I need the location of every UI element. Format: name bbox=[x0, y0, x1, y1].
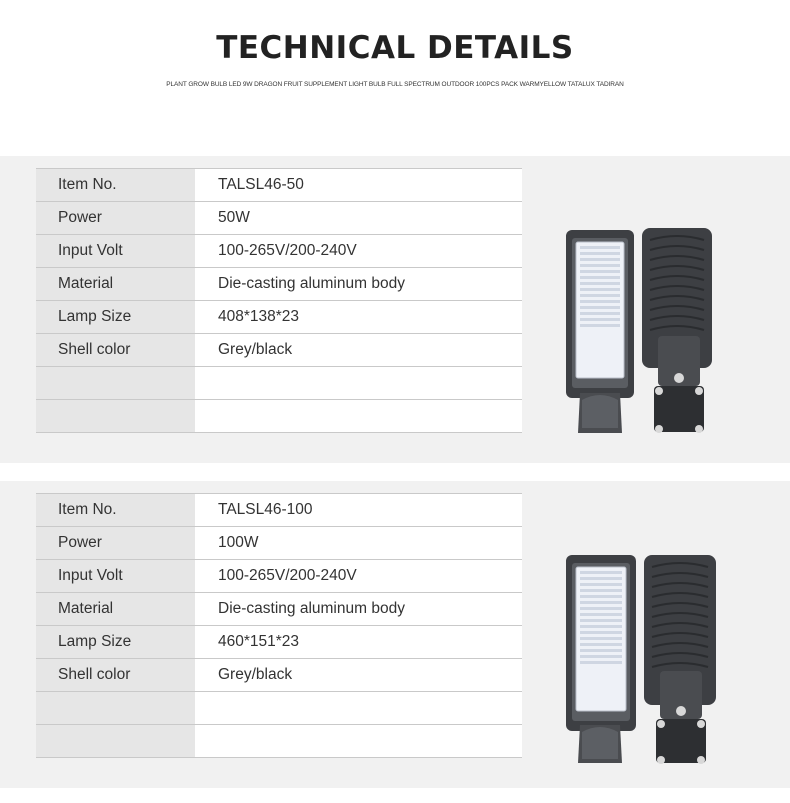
spec-label: Input Volt bbox=[36, 560, 195, 593]
table-row bbox=[36, 301, 522, 334]
spec-label: Lamp Size bbox=[36, 301, 195, 334]
table-row bbox=[36, 560, 522, 593]
spec-value: 408*138*23 bbox=[195, 301, 522, 334]
street-light-image bbox=[558, 553, 718, 768]
spec-label: Shell color bbox=[36, 334, 195, 367]
spec-value: 50W bbox=[195, 202, 522, 235]
spec-label: Item No. bbox=[36, 494, 195, 527]
product-panel-50w bbox=[0, 156, 790, 463]
spec-label bbox=[36, 692, 195, 725]
spec-label: Material bbox=[36, 268, 195, 301]
spec-label: Item No. bbox=[36, 169, 195, 202]
table-row bbox=[36, 235, 522, 268]
spec-label: Input Volt bbox=[36, 235, 195, 268]
table-row bbox=[36, 169, 522, 202]
spec-label bbox=[36, 400, 195, 433]
table-row bbox=[36, 268, 522, 301]
spec-value: Die-casting aluminum body bbox=[195, 593, 522, 626]
table-row bbox=[36, 527, 522, 560]
spec-value: 100-265V/200-240V bbox=[195, 560, 522, 593]
spec-value: Grey/black bbox=[195, 334, 522, 367]
table-row bbox=[36, 659, 522, 692]
street-light-back-image bbox=[642, 228, 712, 433]
spec-label bbox=[36, 367, 195, 400]
table-row bbox=[36, 593, 522, 626]
spec-label: Material bbox=[36, 593, 195, 626]
spec-value: 460*151*23 bbox=[195, 626, 522, 659]
table-row bbox=[36, 334, 522, 367]
spec-value bbox=[195, 692, 522, 725]
table-row bbox=[36, 367, 522, 400]
street-light-back-image bbox=[644, 555, 716, 764]
product-panel-100w bbox=[0, 481, 790, 788]
spec-value bbox=[195, 400, 522, 433]
spec-label: Shell color bbox=[36, 659, 195, 692]
table-row bbox=[36, 494, 522, 527]
spec-table bbox=[36, 493, 522, 758]
spec-value: Die-casting aluminum body bbox=[195, 268, 522, 301]
spec-label: Lamp Size bbox=[36, 626, 195, 659]
spec-value bbox=[195, 725, 522, 758]
street-light-front-image bbox=[566, 230, 634, 433]
table-row bbox=[36, 400, 522, 433]
spec-label bbox=[36, 725, 195, 758]
spec-value: 100W bbox=[195, 527, 522, 560]
page-subtitle: PLANT GROW BULB LED 9W DRAGON FRUIT SUPPLEMENT LIGHT BULB FULL SPECTRUM OUTDOOR 100PCS PACK WARMYELLOW TATALUX TADIRAN bbox=[166, 81, 624, 88]
street-light-front-image bbox=[566, 555, 636, 763]
table-row bbox=[36, 202, 522, 235]
spec-value: 100-265V/200-240V bbox=[195, 235, 522, 268]
spec-value: Grey/black bbox=[195, 659, 522, 692]
spec-value bbox=[195, 367, 522, 400]
street-light-image bbox=[558, 228, 718, 443]
page-title: TECHNICAL DETAILS bbox=[216, 30, 574, 66]
table-row bbox=[36, 626, 522, 659]
spec-table bbox=[36, 168, 522, 433]
spec-value: TALSL46-100 bbox=[195, 494, 522, 527]
spec-value: TALSL46-50 bbox=[195, 169, 522, 202]
table-row bbox=[36, 725, 522, 758]
table-row bbox=[36, 692, 522, 725]
spec-label: Power bbox=[36, 527, 195, 560]
spec-label: Power bbox=[36, 202, 195, 235]
